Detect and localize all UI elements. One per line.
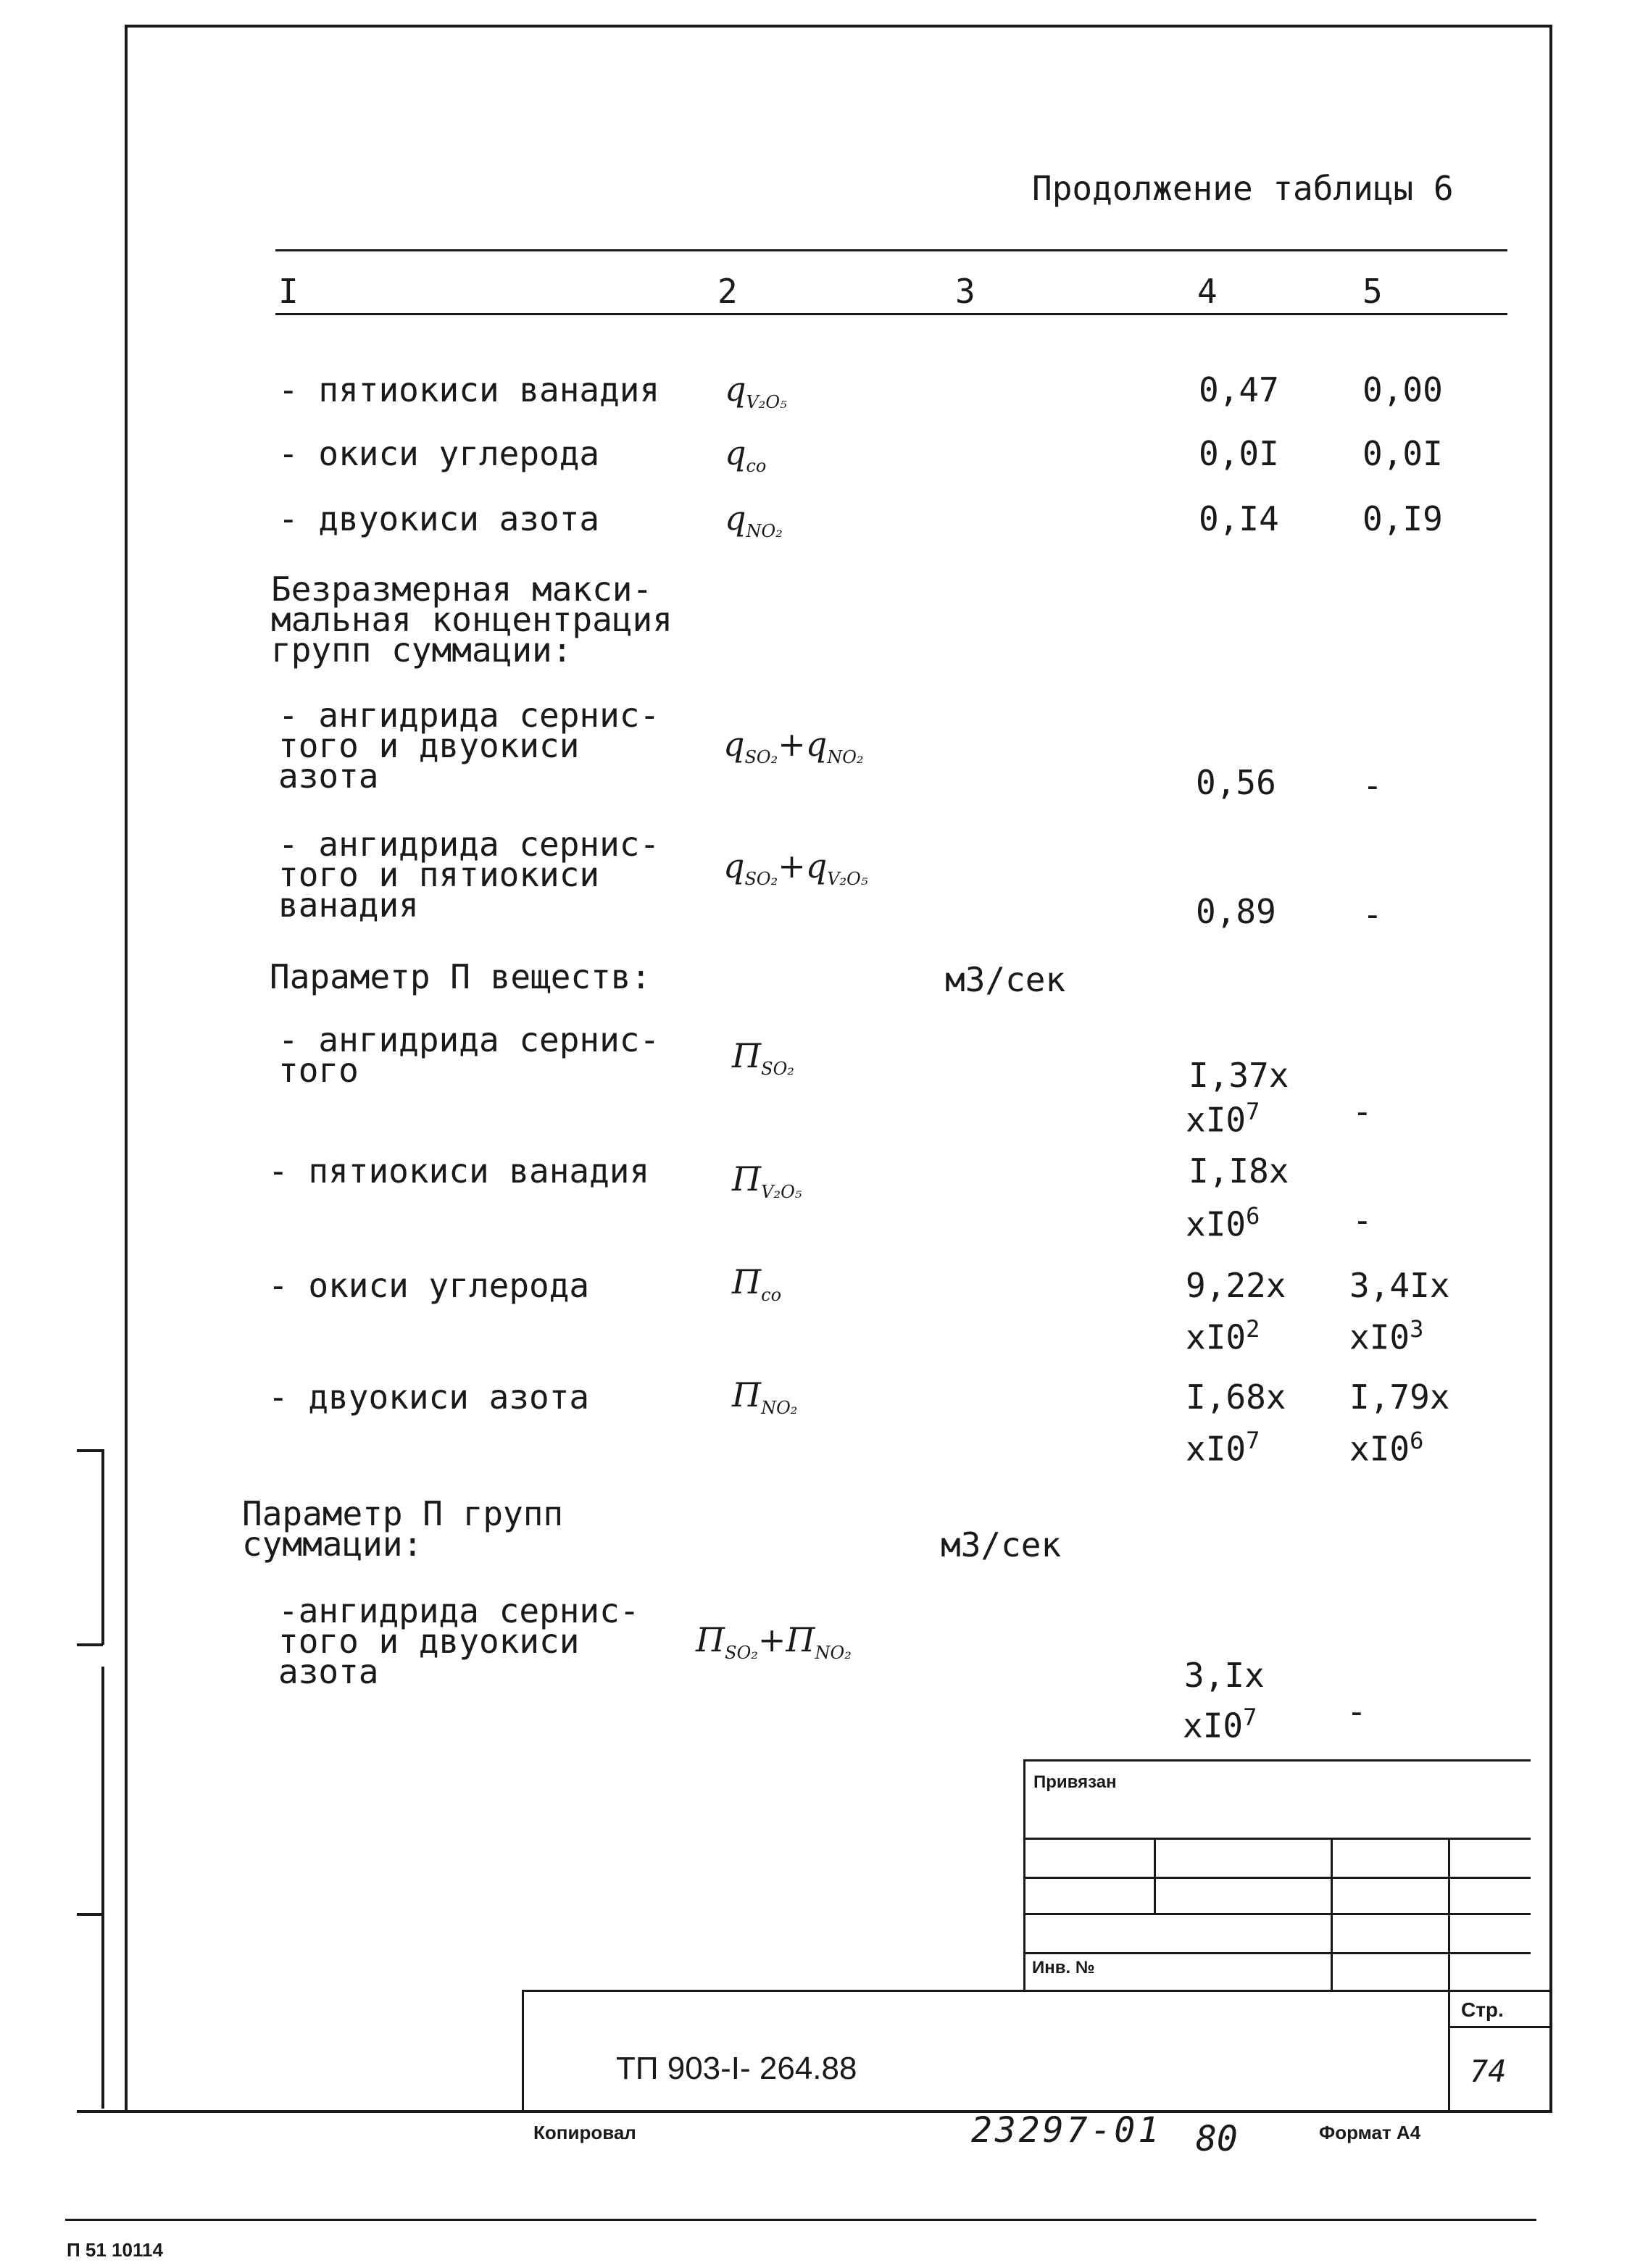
- row-label: - пятиокиси ванадия: [278, 370, 660, 409]
- row-value-col5: 0,00: [1362, 370, 1443, 409]
- binding-tick-2: [77, 1643, 103, 1646]
- stamp-grid-vline: [1448, 1838, 1450, 2113]
- title-block-top-line: [522, 1990, 1551, 1992]
- row-label: - двуокиси азота: [268, 1377, 590, 1417]
- page-number: 74: [1470, 2054, 1507, 2089]
- row-value-col4: 0,47: [1199, 370, 1279, 409]
- row-value-col4-mantissa: 3,Ix: [1184, 1656, 1265, 1695]
- binding-bracket-1: [101, 1449, 104, 1645]
- column-header-4: 4: [1197, 272, 1218, 311]
- section-heading: Безразмерная макси- мальная концентрация групп суммации:: [271, 570, 673, 670]
- row-symbol: $q_{SO_2}+q_{V_2O_5}$: [723, 846, 868, 890]
- copied-by-label: Копировал: [533, 2122, 636, 2143]
- row-symbol: $П_{SO_2}+П_{NO_2}$: [696, 1620, 852, 1664]
- order-suffix: 80: [1196, 2119, 1238, 2159]
- row-value-col4-mantissa: 9,22x: [1186, 1266, 1286, 1305]
- page-label: Стр.: [1461, 1998, 1504, 2021]
- bottom-trim-line: [65, 2219, 1536, 2221]
- row-label: - окиси углерода: [278, 434, 600, 473]
- row-value-col5-mantissa: 3,4Ix: [1349, 1266, 1450, 1305]
- row-label: -ангидрида сернис- того и двуокиси азота: [278, 1591, 640, 1691]
- stamp-privyazan-label: Привязан: [1033, 1772, 1117, 1792]
- frame-top-line: [125, 25, 1552, 28]
- frame-right-line: [1549, 25, 1552, 2111]
- row-value-col4: 0,0I: [1199, 434, 1279, 473]
- row-value-col4: 0,89: [1196, 892, 1276, 931]
- column-header-2: 2: [717, 272, 738, 311]
- header-bottom-rule: [275, 313, 1507, 315]
- row-symbol: $П_{SO_2}$: [732, 1036, 794, 1080]
- format-label: Формат А4: [1319, 2122, 1421, 2143]
- print-code: П 51 10114: [67, 2239, 163, 2261]
- stamp-grid-line: [1023, 1877, 1531, 1879]
- row-value-col4-mantissa: I,68x: [1186, 1377, 1286, 1417]
- row-label: - двуокиси азота: [278, 499, 600, 538]
- row-label: - пятиокиси ванадия: [268, 1151, 650, 1191]
- row-label: - ангидрида сернис- того: [278, 1020, 660, 1090]
- row-value-col5: -: [1362, 895, 1383, 934]
- row-value-col5-exponent-line: $xI0^6$: [1349, 1427, 1424, 1469]
- unit-label: м3/сек: [945, 960, 1066, 999]
- table-caption: Продолжение таблицы 6: [1032, 169, 1454, 208]
- stamp-grid-vline: [1331, 1838, 1333, 1991]
- row-value-col5: -: [1352, 1092, 1373, 1131]
- row-label: - окиси углерода: [268, 1266, 590, 1305]
- row-value-col4-mantissa: I,I8x: [1189, 1151, 1289, 1191]
- row-value-col4-exponent-line: $xI0^2$: [1186, 1315, 1260, 1357]
- stamp-grid-line: [1023, 1913, 1531, 1915]
- column-header-5: 5: [1362, 272, 1383, 311]
- stamp-left-line: [1023, 1759, 1025, 1991]
- document-code: ТП 903-I- 264.88: [616, 2051, 857, 2086]
- row-symbol: $q_{V_2O_5}$: [725, 370, 787, 413]
- row-symbol: $q_{SO_2}+q_{NO_2}$: [723, 725, 864, 768]
- binding-tick-3: [77, 1913, 103, 1916]
- row-value-col4-exponent-line: $xI0^7$: [1186, 1427, 1260, 1469]
- row-symbol: $П_{co}$: [732, 1262, 782, 1306]
- column-header-1: I: [278, 272, 299, 311]
- binding-tick-1: [77, 1449, 103, 1452]
- row-value-col4: 0,I4: [1199, 499, 1279, 538]
- row-value-col5-exponent-line: $xI0^3$: [1349, 1315, 1424, 1357]
- row-symbol: $П_{NO_2}$: [732, 1375, 798, 1419]
- row-value-col5: 0,I9: [1362, 499, 1443, 538]
- stamp-inv-no-label: Инв. №: [1032, 1958, 1095, 1977]
- title-block-left-line: [522, 1990, 524, 2113]
- row-value-col5: 0,0I: [1362, 434, 1443, 473]
- section-heading: Параметр П групп суммации:: [242, 1494, 564, 1564]
- binding-bracket-2: [101, 1667, 104, 2109]
- frame-bottom-line: [77, 2110, 1552, 2113]
- section-heading: Параметр П веществ:: [270, 957, 652, 996]
- row-label: - ангидрида сернис- того и двуокиси азота: [278, 696, 660, 796]
- stamp-grid-line: [1023, 1952, 1531, 1954]
- order-number: 23297-01: [971, 2110, 1162, 2151]
- row-value-col5-mantissa: I,79x: [1349, 1377, 1450, 1417]
- page-label-divider: [1448, 2026, 1551, 2028]
- row-value-col5: -: [1362, 766, 1383, 805]
- frame-left-line: [125, 25, 128, 2111]
- stamp-grid-vline: [1154, 1838, 1156, 1914]
- row-value-col4-mantissa: I,37x: [1189, 1056, 1289, 1095]
- row-value-col4-exponent-line: $xI0^7$: [1183, 1704, 1257, 1746]
- header-top-rule: [275, 249, 1507, 251]
- stamp-grid-line: [1023, 1838, 1531, 1840]
- row-value-col4-exponent-line: $xI0^6$: [1186, 1202, 1260, 1244]
- row-symbol: $q_{NO_2}$: [725, 499, 783, 542]
- column-header-3: 3: [955, 272, 975, 311]
- row-value-col4: 0,56: [1196, 763, 1276, 802]
- unit-label: м3/сек: [941, 1525, 1062, 1564]
- row-value-col4-exponent-line: $xI0^7$: [1186, 1098, 1260, 1140]
- row-value-col5: -: [1347, 1692, 1367, 1731]
- row-label: - ангидрида сернис- того и пятиокиси ванадия: [278, 825, 660, 925]
- row-symbol: $q_{co}$: [725, 433, 767, 477]
- row-symbol: $П_{V_2O_5}$: [732, 1159, 802, 1203]
- stamp-top-line: [1023, 1759, 1531, 1762]
- row-value-col5: -: [1352, 1201, 1373, 1240]
